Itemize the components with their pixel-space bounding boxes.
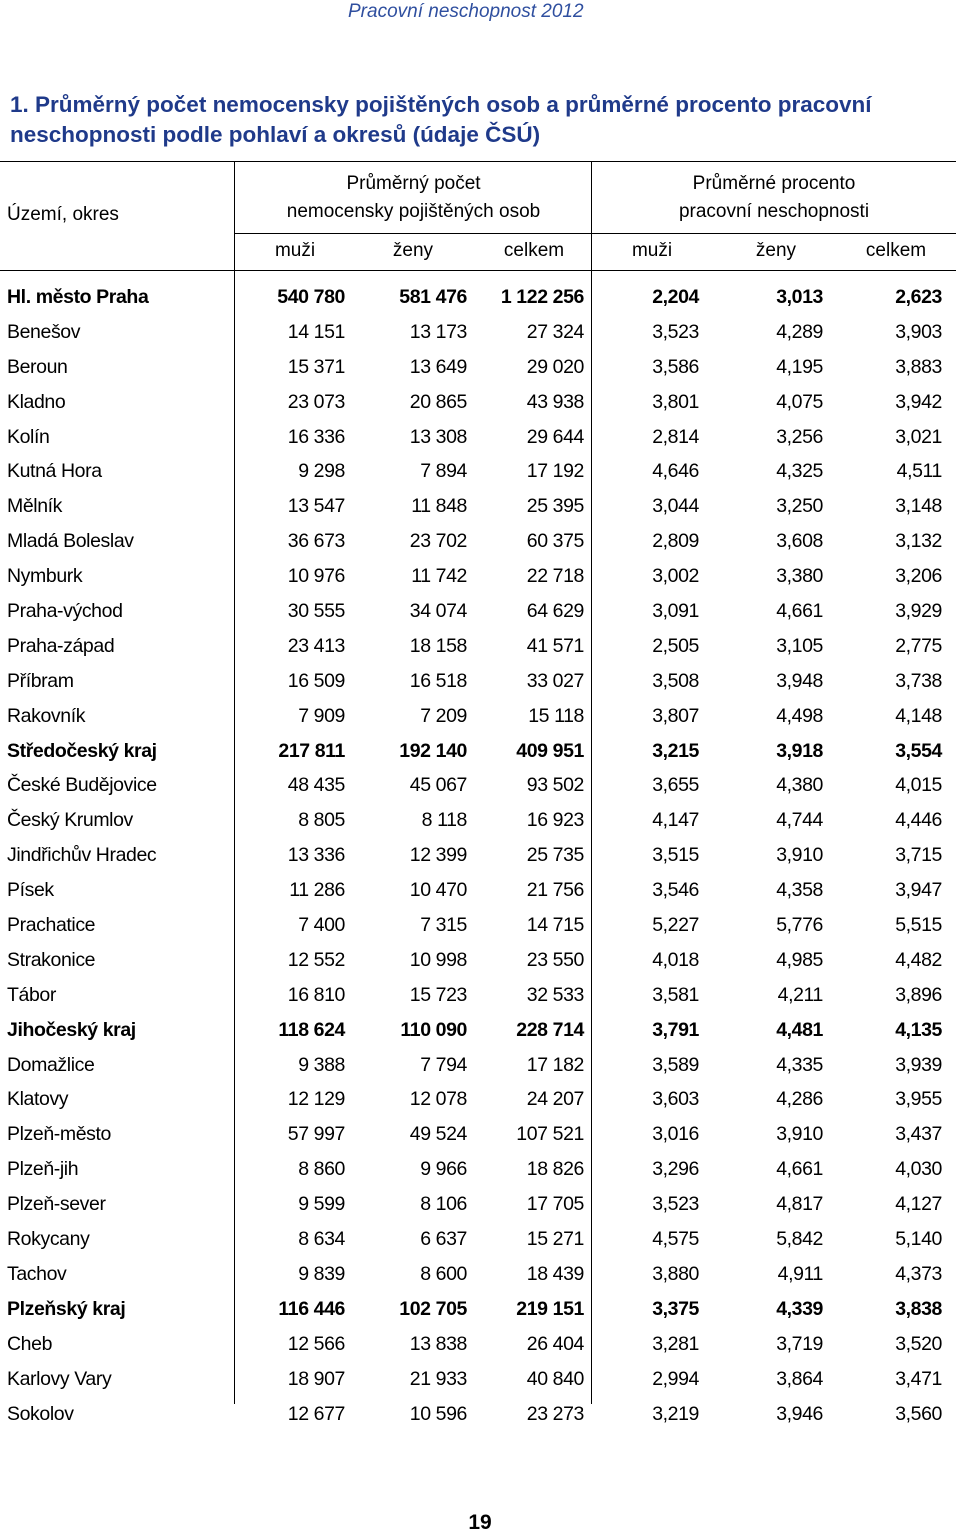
cell-women-percent: 3,948 [776,669,823,692]
cell-women-percent: 4,339 [776,1297,823,1320]
cell-women-percent: 3,250 [776,495,823,518]
cell-total-count: 24 207 [526,1088,584,1111]
cell-men-percent: 3,880 [652,1262,699,1285]
header-bottom-rule [0,270,956,271]
table-row-region [0,1014,960,1049]
cell-men-count: 12 566 [287,1332,345,1355]
cell-women-count: 11 848 [411,495,467,518]
cell-total-count: 25 735 [526,844,584,867]
cell-women-count: 8 600 [420,1262,467,1285]
cell-total-count: 25 395 [526,495,584,518]
cell-women-percent: 4,498 [776,704,823,727]
cell-men-count: 14 151 [287,320,345,343]
territory-name: Kutná Hora [7,460,102,483]
cell-total-count: 409 951 [516,739,584,762]
cell-men-percent: 3,523 [652,1193,699,1216]
cell-total-percent: 3,947 [895,879,942,902]
cell-men-percent: 3,791 [652,1018,699,1041]
cell-total-count: 17 705 [526,1193,584,1216]
table-row-region [0,1293,960,1328]
cell-total-percent: 3,148 [895,495,942,518]
header-group-count-line1: Průměrný počet [346,173,481,194]
cell-men-count: 11 286 [289,879,345,902]
territory-name: Praha-západ [7,634,115,657]
cell-total-count: 43 938 [526,390,584,413]
cell-men-count: 7 909 [298,704,345,727]
cell-total-count: 14 715 [526,914,584,937]
cell-women-percent: 4,661 [776,1158,823,1181]
cell-men-count: 36 673 [287,530,345,553]
table-row [0,1223,960,1258]
cell-total-count: 17 192 [526,460,584,483]
cell-men-percent: 3,508 [652,669,699,692]
cell-men-percent: 3,044 [652,495,699,518]
cell-total-percent: 3,903 [895,320,942,343]
cell-women-percent: 3,608 [776,530,823,553]
cell-women-percent: 3,256 [776,425,823,448]
cell-women-count: 49 524 [409,1123,467,1146]
cell-men-percent: 2,809 [652,530,699,553]
cell-women-count: 12 399 [409,844,467,867]
running-head: Pracovní neschopnost 2012 [348,1,584,22]
cell-men-count: 118 624 [278,1018,345,1041]
cell-men-count: 16 509 [287,669,345,692]
table-row [0,1398,960,1433]
cell-men-percent: 4,575 [652,1228,699,1251]
cell-total-count: 228 714 [516,1018,584,1041]
cell-men-count: 540 780 [277,286,345,308]
cell-men-percent: 3,655 [652,774,699,797]
cell-men-percent: 3,515 [652,844,699,867]
territory-name: Tachov [7,1262,67,1285]
cell-total-percent: 4,446 [895,809,942,832]
cell-women-percent: 3,864 [776,1367,823,1390]
cell-women-percent: 3,719 [776,1332,823,1355]
table-row [0,560,960,595]
cell-men-count: 15 371 [287,355,345,378]
table-row [0,1258,960,1293]
cell-total-percent: 3,554 [895,739,942,762]
cell-total-count: 107 521 [516,1123,584,1146]
cell-men-percent: 3,219 [652,1402,699,1425]
cell-total-count: 33 027 [526,669,584,692]
cell-total-percent: 5,140 [895,1228,942,1251]
subheader-women-count: ženy [392,240,434,261]
cell-women-count: 110 090 [400,1018,467,1041]
cell-total-count: 29 020 [526,355,584,378]
cell-total-percent: 3,942 [895,390,942,413]
cell-total-count: 93 502 [526,774,584,797]
cell-women-percent: 3,105 [776,634,823,657]
territory-name: Rakovník [7,704,86,727]
cell-men-percent: 3,586 [652,355,699,378]
cell-women-count: 12 078 [409,1088,467,1111]
territory-name: Praha-východ [7,600,123,623]
territory-name: Jihočeský kraj [7,1018,136,1041]
cell-women-count: 45 067 [409,774,467,797]
cell-men-percent: 3,215 [652,739,699,762]
cell-women-count: 7 315 [420,914,467,937]
cell-men-percent: 3,002 [652,565,699,588]
cell-women-count: 13 649 [409,355,467,378]
subheader-total-count: celkem [503,240,565,261]
table-row [0,595,960,630]
table-row [0,421,960,456]
cell-women-count: 20 865 [409,390,467,413]
territory-name: Středočeský kraj [7,739,157,762]
territory-name: Sokolov [7,1402,74,1425]
subheader-women-percent: ženy [755,240,797,261]
cell-men-count: 12 129 [287,1088,345,1111]
cell-men-percent: 3,016 [652,1123,699,1146]
cell-total-percent: 3,437 [895,1123,942,1146]
cell-women-percent: 4,335 [776,1053,823,1076]
cell-total-count: 60 375 [526,530,584,553]
cell-men-count: 8 634 [298,1228,345,1251]
header-group-count-line2: nemocensky pojištěných osob [286,201,541,222]
header-group-percent-line1: Průměrné procento [692,173,856,194]
cell-women-count: 9 966 [420,1158,467,1181]
table-row [0,839,960,874]
cell-total-count: 40 840 [526,1367,584,1390]
cell-men-percent: 3,296 [652,1158,699,1181]
territory-name: Písek [7,879,54,902]
cell-men-count: 13 547 [287,495,345,518]
cell-men-count: 7 400 [298,914,345,937]
cell-total-percent: 4,482 [895,948,942,971]
cell-men-count: 48 435 [287,774,345,797]
cell-women-percent: 4,325 [776,460,823,483]
subheader-men-percent: muži [631,240,673,261]
cell-men-count: 23 413 [287,634,345,657]
cell-men-percent: 3,581 [652,983,699,1006]
cell-women-percent: 4,075 [776,390,823,413]
cell-men-percent: 3,801 [652,390,699,413]
cell-total-count: 219 151 [516,1297,584,1320]
cell-women-percent: 3,013 [776,286,823,308]
table-row [0,525,960,560]
cell-total-percent: 3,206 [895,565,942,588]
cell-women-count: 7 894 [420,460,467,483]
cell-women-percent: 4,380 [776,774,823,797]
cell-women-count: 8 118 [421,809,467,832]
cell-total-percent: 3,132 [895,530,942,553]
cell-men-percent: 3,523 [652,320,699,343]
territory-name: Kolín [7,425,50,448]
territory-name: Tábor [7,983,56,1006]
cell-total-percent: 4,127 [895,1193,942,1216]
territory-name: Plzeň-jih [7,1158,79,1181]
cell-men-count: 16 336 [287,425,345,448]
territory-name: Český Krumlov [7,809,133,832]
territory-name: Plzeň-sever [7,1193,106,1216]
cell-women-count: 23 702 [409,530,467,553]
cell-men-percent: 2,814 [652,425,699,448]
cell-women-count: 10 998 [409,948,467,971]
cell-women-percent: 5,842 [776,1228,823,1251]
territory-name: Mělník [7,495,63,518]
table-body [0,281,960,1432]
cell-men-percent: 4,018 [652,948,699,971]
cell-total-count: 41 571 [526,634,584,657]
cell-total-percent: 3,896 [895,983,942,1006]
cell-men-count: 13 336 [287,844,345,867]
cell-total-count: 23 273 [526,1402,584,1425]
table-row [0,769,960,804]
cell-total-count: 22 718 [526,565,584,588]
table-row [0,700,960,735]
cell-women-percent: 4,286 [776,1088,823,1111]
cell-men-percent: 3,807 [652,704,699,727]
territory-name: Prachatice [7,914,96,937]
cell-men-percent: 3,281 [652,1332,699,1355]
cell-women-percent: 5,776 [776,914,823,937]
cell-total-count: 29 644 [526,425,584,448]
territory-name: Nymburk [7,565,83,588]
territory-name: Plzeňský kraj [7,1297,126,1320]
territory-name: Rokycany [7,1228,90,1251]
territory-name: Hl. město Praha [7,286,149,308]
cell-total-count: 16 923 [526,809,584,832]
cell-women-count: 7 794 [420,1053,467,1076]
cell-men-percent: 2,994 [652,1367,699,1390]
table-row [0,665,960,700]
cell-total-percent: 3,715 [895,844,942,867]
header-group-count [236,170,591,226]
cell-total-percent: 3,929 [895,600,942,623]
cell-total-percent: 3,838 [895,1297,942,1320]
cell-men-count: 12 552 [287,948,345,971]
cell-total-percent: 3,021 [895,425,942,448]
cell-total-count: 23 550 [526,948,584,971]
territory-name: Mladá Boleslav [7,530,134,553]
cell-women-count: 16 518 [409,669,467,692]
cell-men-percent: 3,375 [652,1297,699,1320]
cell-women-percent: 3,380 [776,565,823,588]
cell-men-percent: 4,147 [652,809,699,832]
table-row [0,455,960,490]
cell-men-percent: 2,505 [652,634,699,657]
cell-total-percent: 3,520 [895,1332,942,1355]
cell-men-count: 8 860 [298,1158,345,1181]
table-title: 1. Průměrný počet nemocensky pojištěných osob a průměrné procento pracovní neschopnosti podle pohlaví a okresů (údaje ČSÚ) [10,92,872,147]
cell-women-percent: 4,817 [776,1193,823,1216]
cell-women-count: 13 308 [409,425,467,448]
territory-name: Kladno [7,390,66,413]
cell-women-percent: 4,661 [776,600,823,623]
cell-total-percent: 3,738 [895,669,942,692]
table-row [0,316,960,351]
cell-total-count: 27 324 [526,320,584,343]
cell-women-count: 581 476 [399,286,467,308]
table-row [0,909,960,944]
cell-total-count: 64 629 [526,600,584,623]
cell-men-percent: 3,091 [652,600,699,623]
cell-women-count: 192 140 [399,739,467,762]
cell-women-percent: 4,985 [776,948,823,971]
cell-women-percent: 3,910 [776,844,823,867]
cell-men-percent: 3,546 [652,879,699,902]
cell-total-percent: 3,883 [895,355,942,378]
cell-total-percent: 4,148 [895,704,942,727]
table-row [0,1049,960,1084]
cell-women-count: 102 705 [399,1297,467,1320]
page-number: 19 [468,1511,492,1534]
subheader-men-count: muži [274,240,316,261]
cell-total-percent: 5,515 [895,914,942,937]
header-top-rule [0,161,956,162]
cell-total-count: 18 439 [526,1262,584,1285]
cell-women-percent: 4,195 [776,355,823,378]
table-row-region [0,735,960,770]
header-territory: Území, okres [7,204,119,225]
cell-total-percent: 3,955 [895,1088,942,1111]
cell-total-count: 15 271 [526,1228,584,1251]
table-row [0,1083,960,1118]
cell-men-count: 12 677 [287,1402,345,1425]
cell-women-percent: 4,211 [777,983,823,1006]
cell-women-count: 13 838 [409,1332,467,1355]
cell-men-count: 9 298 [298,460,345,483]
cell-women-percent: 3,910 [776,1123,823,1146]
territory-name: Benešov [7,320,81,343]
territory-name: Karlovy Vary [7,1367,112,1390]
table-row [0,1118,960,1153]
cell-women-count: 34 074 [409,600,467,623]
subheader-total-percent: celkem [865,240,927,261]
table-row [0,490,960,525]
cell-men-count: 30 555 [287,600,345,623]
table-row [0,944,960,979]
cell-total-count: 15 118 [528,704,584,727]
cell-total-count: 1 122 256 [500,286,584,308]
table-row [0,874,960,909]
cell-women-count: 10 596 [409,1402,467,1425]
cell-women-count: 8 106 [420,1193,467,1216]
cell-total-count: 26 404 [526,1332,584,1355]
table-row [0,1363,960,1398]
cell-women-percent: 4,744 [776,809,823,832]
cell-total-percent: 3,939 [895,1053,942,1076]
cell-total-count: 18 826 [526,1158,584,1181]
cell-total-percent: 3,560 [895,1402,942,1425]
table-row [0,979,960,1014]
territory-name: Domažlice [7,1053,95,1076]
header-mid-rule [235,233,956,234]
cell-women-percent: 3,918 [776,739,823,762]
table-row [0,630,960,665]
table-row [0,1328,960,1363]
cell-women-count: 6 637 [420,1228,467,1251]
header-group-percent-line2: pracovní neschopnosti [678,201,870,222]
cell-women-percent: 3,946 [776,1402,823,1425]
cell-women-percent: 4,289 [776,320,823,343]
cell-total-percent: 4,015 [895,774,942,797]
cell-men-percent: 4,646 [652,460,699,483]
cell-men-count: 57 997 [287,1123,345,1146]
territory-name: Klatovy [7,1088,69,1111]
table-row-region [0,281,960,316]
cell-men-percent: 3,603 [652,1088,699,1111]
cell-women-count: 10 470 [409,879,467,902]
cell-men-count: 8 805 [298,809,345,832]
cell-women-percent: 4,911 [777,1262,823,1285]
cell-women-percent: 4,481 [776,1018,823,1041]
cell-women-count: 13 173 [409,320,467,343]
cell-men-count: 9 839 [298,1262,345,1285]
cell-men-percent: 3,589 [652,1053,699,1076]
territory-name: Příbram [7,669,74,692]
territory-name: České Budějovice [7,774,157,797]
cell-women-count: 15 723 [409,983,467,1006]
cell-women-count: 11 742 [411,565,467,588]
header-group-percent [592,170,956,226]
cell-total-count: 21 756 [526,879,584,902]
cell-total-percent: 4,135 [895,1018,942,1041]
table-row [0,804,960,839]
territory-name: Jindřichův Hradec [7,844,157,867]
cell-total-percent: 4,030 [895,1158,942,1181]
cell-women-count: 18 158 [409,634,467,657]
cell-women-percent: 4,358 [776,879,823,902]
table-row [0,1188,960,1223]
cell-women-count: 7 209 [420,704,467,727]
table-row [0,1153,960,1188]
cell-men-count: 9 599 [298,1193,345,1216]
cell-men-count: 18 907 [287,1367,345,1390]
cell-men-count: 116 446 [278,1297,345,1320]
cell-total-percent: 3,471 [895,1367,942,1390]
cell-men-percent: 2,204 [652,286,699,308]
cell-men-count: 9 388 [298,1053,345,1076]
cell-total-percent: 4,511 [896,460,942,483]
cell-total-percent: 4,373 [895,1262,942,1285]
territory-name: Plzeň-město [7,1123,111,1146]
cell-men-count: 10 976 [287,565,345,588]
table-row [0,351,960,386]
territory-name: Cheb [7,1332,53,1355]
territory-name: Strakonice [7,948,96,971]
cell-men-count: 16 810 [287,983,345,1006]
cell-men-count: 217 811 [278,739,345,762]
cell-total-percent: 2,775 [895,634,942,657]
cell-men-count: 23 073 [287,390,345,413]
cell-total-percent: 2,623 [895,286,942,308]
territory-name: Beroun [7,355,68,378]
cell-women-count: 21 933 [409,1367,467,1390]
table-row [0,386,960,421]
cell-total-count: 17 182 [526,1053,584,1076]
cell-men-percent: 5,227 [652,914,699,937]
cell-total-count: 32 533 [526,983,584,1006]
